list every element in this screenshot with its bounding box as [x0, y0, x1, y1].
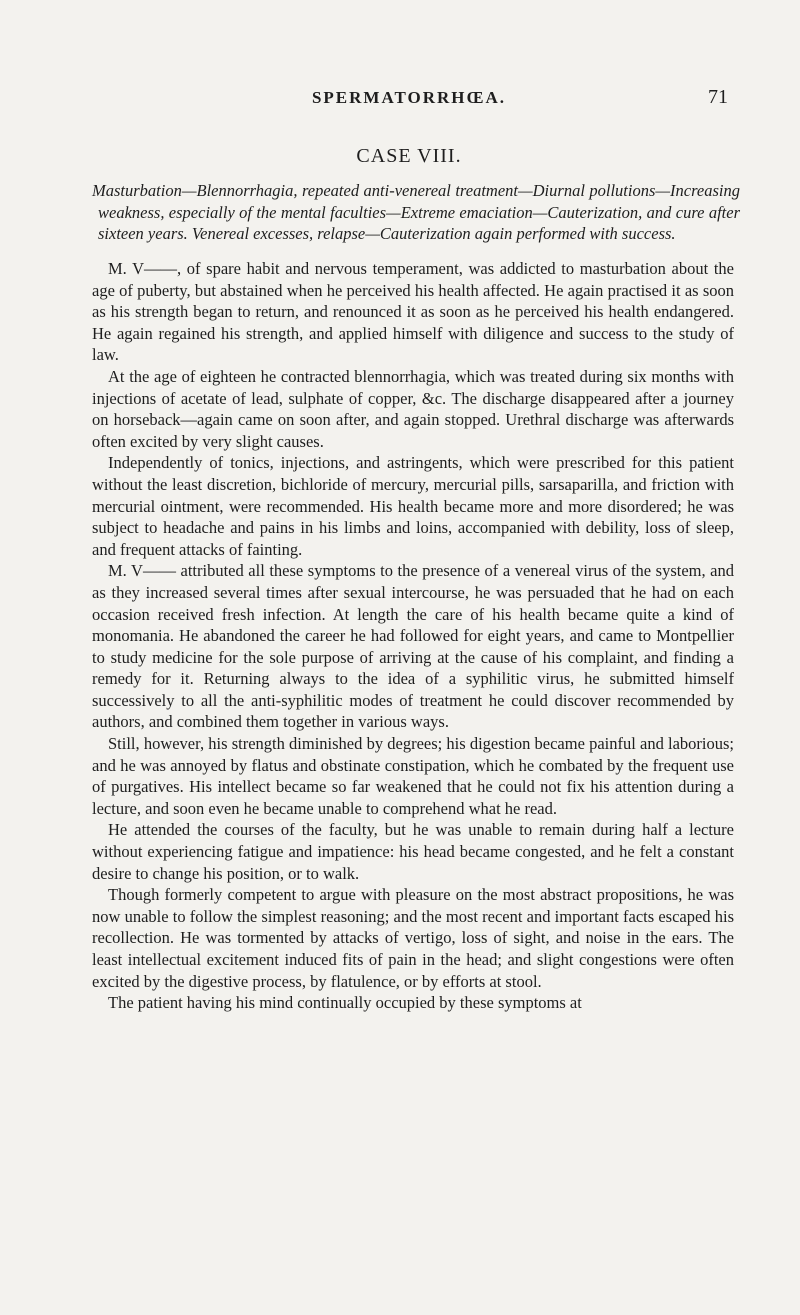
paragraph: At the age of eighteen he contracted blennorrhagia, which was treated during six months with injections of acetate of lead, sulphate of copper, &c. The discharge disappeared after a journey on horseback—again came on soon after, and again stopped. Urethral discharge was afterwards often excited by very slight causes.	[92, 366, 734, 451]
page-number: 71	[708, 86, 728, 108]
case-heading: CASE VIII.	[356, 145, 462, 167]
paragraph: He attended the courses of the faculty, but he was unable to remain during half a lecture without experiencing fatigue and impatience: his head became congested, and he felt a constant desire to change his position, or to walk.	[92, 820, 734, 883]
paragraph: Still, however, his strength diminished by degrees; his digestion became painful and laborious; and he was annoyed by flatus and obstinate constipation, which he combated by the frequent use of purgatives. His intellect became so far weakened that he could not fix his attention during a lecture, and soon even he became unable to comprehend what he read.	[92, 734, 734, 818]
running-head	[90, 88, 728, 112]
running-title: SPERMATORRHŒA.	[311, 88, 507, 107]
paragraph: M. V——, of spare habit and nervous temperament, was addicted to masturbation about the age of puberty, but abstained when he perceived his health affected. He again practised it as soon as his strength began to return, and renounced it as soon as he perceived his health endangered. He again regained his strength, and applied himself with diligence and success to the study of law.	[92, 259, 734, 365]
case-abstract: Masturbation—Blennorrhagia, repeated anti-venereal treatment—Diurnal pollutions—Increasing weakness, especially of the mental faculties—Extreme emaciation—Cauterization, and cure after sixteen years. Venereal excesses, relapse—Cauterization again performed with success.	[92, 181, 740, 243]
paragraph: The patient having his mind continually occupied by these symptoms at	[108, 993, 582, 1013]
paragraph: Independently of tonics, injections, and astringents, which were prescribed for this patient without the least discretion, bichloride of mercury, mercurial pills, sarsaparilla, and friction with mercurial ointment, were recommended. His health became more and more disordered; he was subject to headache and pains in his limbs and loins, accompanied with debility, loss of sleep, and frequent attacks of fainting.	[92, 453, 734, 559]
paragraph: M. V—— attributed all these symptoms to the presence of a venereal virus of the system, and as they increased several times after sexual intercourse, he was persuaded that he had on each occasion received fresh infection. At length the care of his health became quite a kind of monomania. He abandoned the career he had followed for eight years, and came to Montpellier to study medicine for the sole purpose of arriving at the cause of his complaint, and finding a remedy for it. Returning always to the idea of a syphilitic virus, he submitted himself successively to all the anti-syphilitic modes of treatment he could discover recommended by authors, and combined them together in various ways.	[92, 561, 734, 732]
paragraph: Though formerly competent to argue with pleasure on the most abstract propositions, he was now unable to follow the simplest reasoning; and the most recent and important facts escaped his recollection. He was tormented by attacks of vertigo, loss of sight, and noise in the ears. The least intellectual excitement induced fits of pain in the head; and slight congestions were often excited by the digestive process, by flatulence, or by efforts at stool.	[92, 885, 734, 991]
body-text	[92, 258, 734, 1014]
